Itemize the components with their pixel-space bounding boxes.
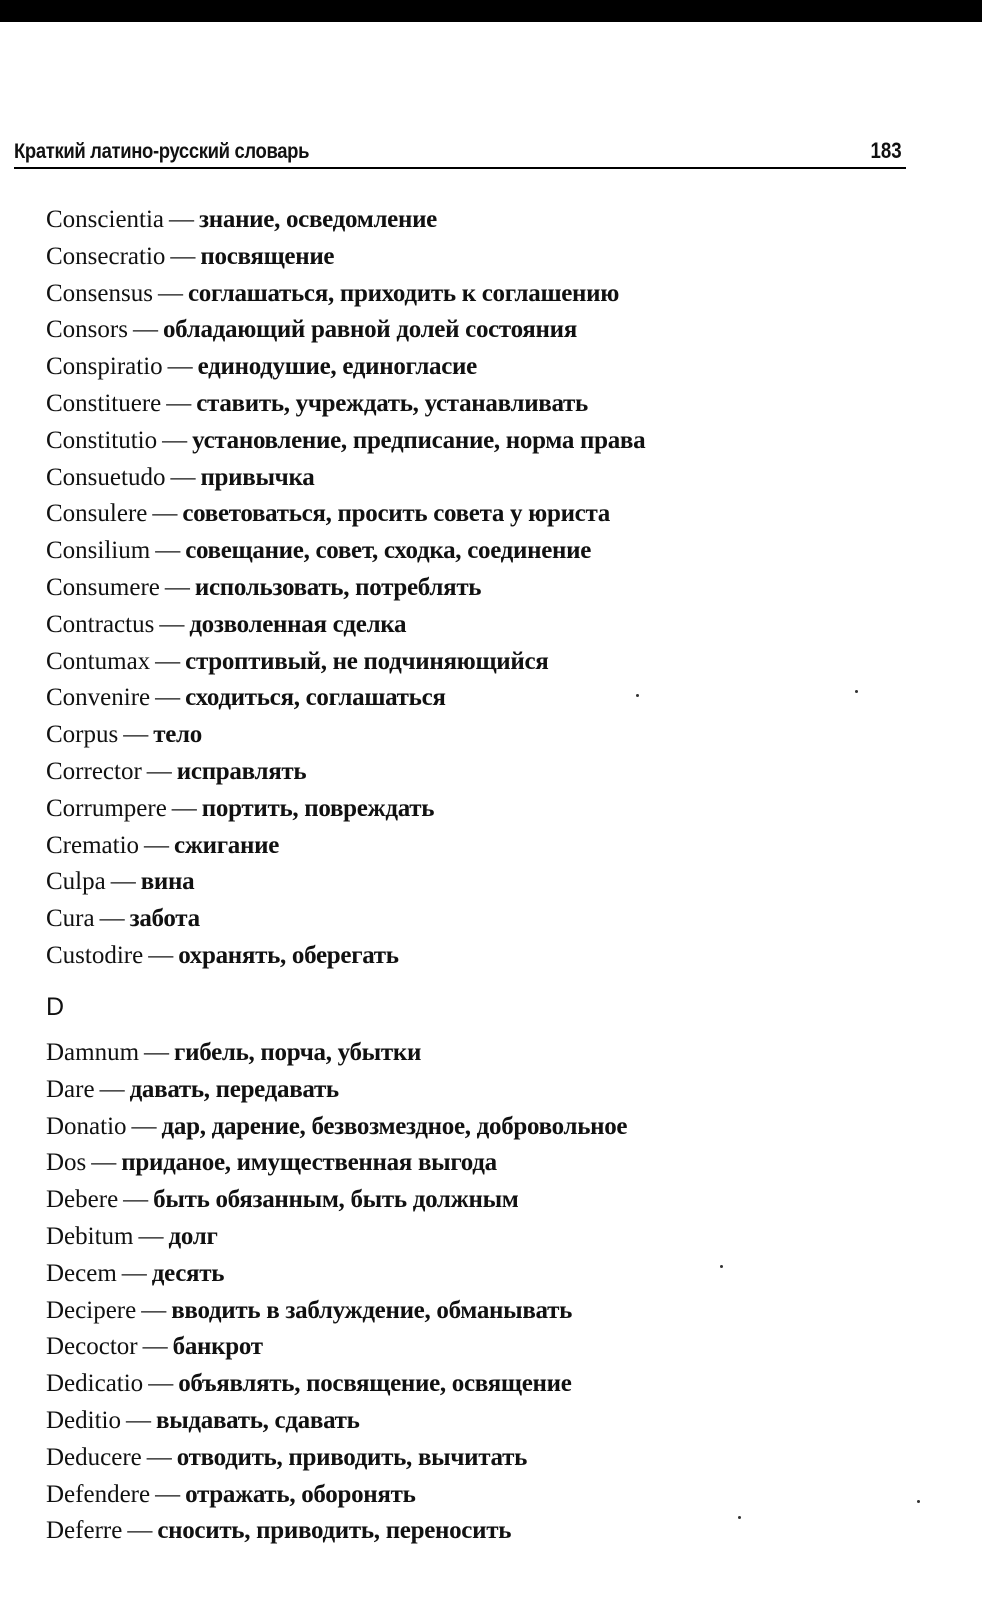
entry-gloss: сходиться, соглашаться <box>185 684 446 712</box>
entry-dash: — <box>144 1039 170 1066</box>
entry-term: Culpa <box>46 868 106 896</box>
entry-dash: — <box>123 721 149 749</box>
dictionary-entry <box>46 791 926 828</box>
dictionary-entry <box>46 901 926 938</box>
dictionary-section-c <box>46 202 926 975</box>
entry-gloss: тело <box>153 721 202 749</box>
entry-dash: — <box>170 463 196 491</box>
entry-dash: — <box>155 647 181 675</box>
entry-term: Contractus <box>46 610 155 638</box>
entry-dash: — <box>127 1517 153 1545</box>
entry-gloss: единодушие, единогласие <box>197 353 477 381</box>
entry-gloss: обладающий равной долей состояния <box>162 316 577 344</box>
entry-term: Decem <box>46 1259 117 1287</box>
dictionary-entry <box>46 1440 926 1477</box>
entry-term: Conscientia <box>46 206 165 233</box>
entry-term: Corrector <box>46 757 142 785</box>
dictionary-entry <box>46 1219 926 1256</box>
dictionary-section-d <box>46 1035 926 1550</box>
dictionary-entry <box>46 1477 926 1514</box>
entry-term: Deducere <box>46 1443 142 1471</box>
dictionary-entry <box>46 1109 926 1146</box>
entry-dash: — <box>170 242 196 270</box>
entry-dash: — <box>164 573 190 601</box>
entry-gloss: банкрот <box>172 1333 263 1361</box>
entry-dash: — <box>159 610 185 638</box>
dictionary-entry <box>46 1182 926 1219</box>
entry-term: Donatio <box>46 1112 127 1140</box>
entry-gloss: знание, осведомление <box>199 206 437 233</box>
entry-dash: — <box>126 1406 151 1434</box>
dictionary-entry <box>46 1072 926 1109</box>
entry-dash: — <box>121 1259 147 1287</box>
entry-gloss: строптивый, не подчиняющийся <box>185 647 549 675</box>
entry-term: Corrumpere <box>46 794 167 822</box>
entry-term: Custodire <box>46 941 144 969</box>
dictionary-entry <box>46 1145 926 1182</box>
dictionary-entry <box>46 1329 926 1366</box>
entry-gloss: долг <box>168 1222 218 1250</box>
entry-dash: — <box>142 1333 168 1361</box>
dictionary-entry <box>46 239 926 276</box>
entry-dash: — <box>131 1112 157 1140</box>
entry-gloss: выдавать, сдавать <box>156 1406 360 1434</box>
entry-term: Deditio <box>46 1406 121 1434</box>
entry-dash: — <box>152 500 178 528</box>
entry-term: Defendere <box>46 1480 151 1508</box>
entry-term: Contumax <box>46 647 151 675</box>
entry-term: Conspiratio <box>46 353 163 381</box>
entry-dash: — <box>162 426 188 454</box>
entry-term: Consors <box>46 316 128 344</box>
dictionary-entry <box>46 717 926 754</box>
dictionary-entry <box>46 460 926 497</box>
entry-term: Decoctor <box>46 1333 138 1361</box>
dictionary-entry <box>46 938 926 975</box>
dictionary-entry <box>46 1256 926 1293</box>
entry-dash: — <box>169 206 195 233</box>
entry-gloss: вина <box>140 868 195 896</box>
entry-gloss: использовать, потреблять <box>194 573 482 601</box>
dictionary-entry <box>46 496 926 533</box>
entry-term: Dos <box>46 1149 87 1177</box>
page-number: 183 <box>870 138 902 163</box>
dictionary-entry <box>46 533 926 570</box>
dictionary-entry <box>46 423 926 460</box>
entry-dash: — <box>123 1186 149 1214</box>
dictionary-entry <box>46 1366 926 1403</box>
entry-gloss: объявлять, посвящение, освящение <box>178 1370 572 1398</box>
entry-term: Convenire <box>46 684 151 712</box>
entry-term: Consuetudo <box>46 463 166 491</box>
entry-dash: — <box>166 389 192 417</box>
dictionary-entry <box>46 828 926 865</box>
dictionary-entry <box>46 312 926 349</box>
dictionary-entry <box>46 864 926 901</box>
entry-term: Consumere <box>46 573 160 601</box>
running-header <box>14 133 906 169</box>
entry-gloss: гибель, порча, убытки <box>174 1039 422 1066</box>
entry-dash: — <box>138 1222 164 1250</box>
entry-dash: — <box>155 537 181 565</box>
entry-gloss: посвящение <box>200 242 335 270</box>
entry-dash: — <box>146 1443 172 1471</box>
entry-dash: — <box>91 1149 117 1177</box>
entry-term: Constituere <box>46 389 162 417</box>
running-title: Краткий латино-русский словарь <box>14 140 310 163</box>
dictionary-entry <box>46 607 926 644</box>
scan-top-edge <box>0 0 982 22</box>
entry-term: Dedicatio <box>46 1370 144 1398</box>
entry-gloss: соглашаться, приходить к соглашению <box>187 279 620 307</box>
entry-dash: — <box>155 1480 181 1508</box>
entry-term: Consensus <box>46 279 153 307</box>
entry-dash: — <box>146 757 172 785</box>
section-heading-d <box>46 992 64 1022</box>
entry-dash: — <box>155 684 181 712</box>
dictionary-entry <box>46 754 926 791</box>
entry-dash: — <box>148 1370 174 1398</box>
entry-gloss: советоваться, просить совета у юриста <box>182 500 610 528</box>
entry-term: Damnum <box>46 1039 140 1066</box>
dictionary-entry <box>46 1035 926 1072</box>
entry-gloss: ставить, учреждать, устанавливать <box>196 389 588 417</box>
dictionary-entry <box>46 1403 926 1440</box>
entry-dash: — <box>157 279 183 307</box>
entry-dash: — <box>171 794 197 822</box>
dictionary-entry <box>46 349 926 386</box>
entry-dash: — <box>148 941 174 969</box>
entry-dash: — <box>141 1296 167 1324</box>
entry-gloss: отводить, приводить, вычитать <box>176 1443 528 1471</box>
entry-gloss: десять <box>151 1259 225 1287</box>
dictionary-entry <box>46 386 926 423</box>
entry-dash: — <box>99 905 125 933</box>
entry-term: Crematio <box>46 831 140 859</box>
entry-term: Consilium <box>46 537 151 565</box>
entry-dash: — <box>167 353 193 381</box>
dictionary-entry <box>46 202 926 239</box>
dictionary-entry <box>46 570 926 607</box>
entry-term: Decipere <box>46 1296 137 1324</box>
entry-term: Deferre <box>46 1517 123 1545</box>
entry-gloss: давать, передавать <box>129 1075 339 1103</box>
entry-gloss: привычка <box>200 463 315 491</box>
entry-gloss: дозволенная сделка <box>189 610 407 638</box>
entry-dash: — <box>144 831 170 859</box>
entry-term: Constitutio <box>46 426 158 454</box>
entry-term: Corpus <box>46 721 119 749</box>
entry-gloss: вводить в заблуждение, обманывать <box>171 1296 573 1324</box>
entry-gloss: совещание, совет, сходка, соединение <box>185 537 592 565</box>
entry-term: Debitum <box>46 1222 134 1250</box>
entry-term: Dare <box>46 1075 95 1103</box>
section-letter: D <box>46 993 65 1021</box>
entry-gloss: портить, повреждать <box>201 794 435 822</box>
dictionary-entry <box>46 680 926 717</box>
entry-gloss: отражать, оборонять <box>185 1480 416 1508</box>
entry-dash: — <box>110 868 136 896</box>
entry-gloss: исправлять <box>176 757 307 785</box>
entry-gloss: сжигание <box>174 831 280 859</box>
dictionary-entry <box>46 1293 926 1330</box>
entry-term: Consulere <box>46 500 148 528</box>
dictionary-entry <box>46 644 926 681</box>
entry-term: Debere <box>46 1186 119 1214</box>
dictionary-entry <box>46 1513 926 1550</box>
entry-dash: — <box>132 316 158 344</box>
entry-term: Consecratio <box>46 242 166 270</box>
entry-gloss: забота <box>129 905 200 933</box>
entry-gloss: быть обязанным, быть должным <box>153 1186 519 1214</box>
entry-gloss: охранять, оберегать <box>178 941 399 969</box>
dictionary-entry <box>46 276 926 313</box>
entry-term: Cura <box>46 905 95 933</box>
entry-gloss: приданое, имущественная выгода <box>121 1149 497 1177</box>
entry-gloss: установление, предписание, норма права <box>192 426 646 454</box>
entry-gloss: дар, дарение, безвозмездное, добровольное <box>161 1112 628 1140</box>
entry-dash: — <box>99 1075 125 1103</box>
entry-gloss: сносить, приводить, переносить <box>157 1517 512 1545</box>
